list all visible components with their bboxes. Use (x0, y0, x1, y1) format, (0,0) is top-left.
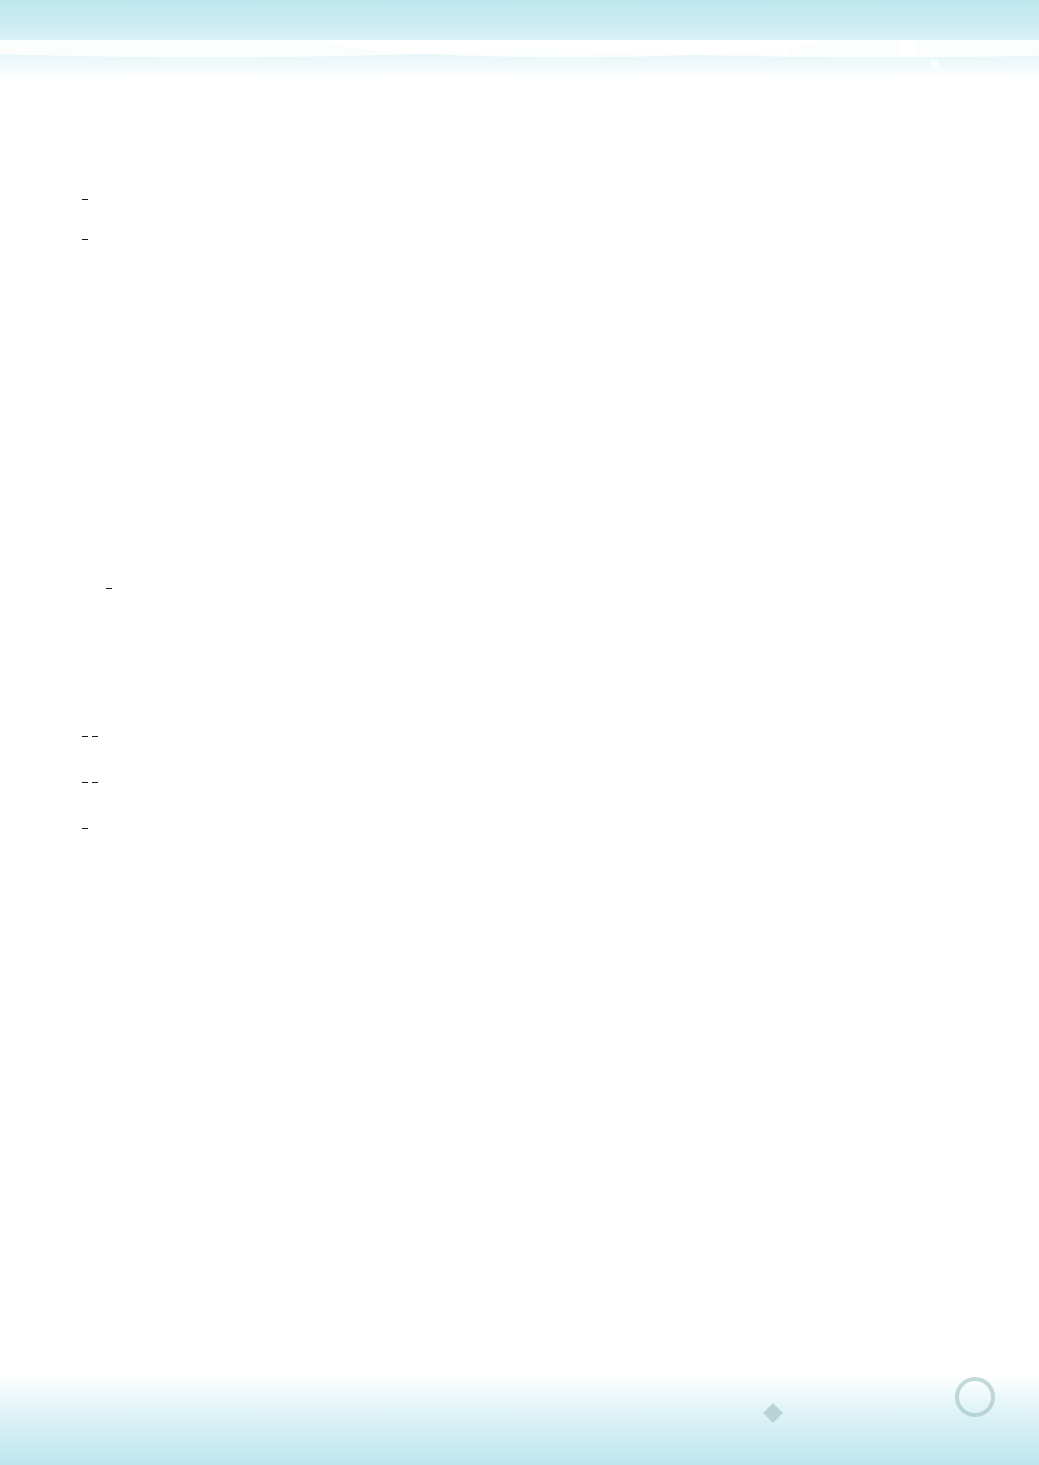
try-line (80, 850, 940, 884)
fraction (82, 237, 88, 242)
answer-line (80, 394, 940, 428)
answer-line (80, 496, 940, 530)
try-label (80, 678, 940, 712)
extend-answer (80, 644, 940, 678)
circle-logo-icon (957, 1379, 993, 1415)
header-band (0, 0, 1039, 78)
knowledge-label (80, 292, 940, 326)
decor-bubble (900, 40, 916, 56)
fraction (92, 734, 98, 739)
decor-bubble (780, 46, 790, 56)
header-wave (0, 40, 1039, 80)
extend-label (80, 610, 940, 644)
try-line (80, 712, 940, 758)
try-line (80, 758, 940, 804)
problem-label (80, 144, 940, 178)
star-icon (763, 1403, 783, 1423)
problem-line (80, 258, 940, 292)
section-title (80, 110, 940, 144)
fraction (82, 197, 88, 202)
watermark-logo (743, 1373, 1013, 1443)
decor-bubble (930, 60, 938, 68)
answer-line (80, 360, 940, 394)
try-line (80, 804, 940, 850)
answer-content (80, 100, 940, 884)
problem-line (80, 178, 940, 218)
answer-line (80, 530, 940, 564)
fraction (82, 780, 88, 785)
answer-line (80, 564, 940, 610)
fraction (82, 734, 88, 739)
answer-line (80, 428, 940, 462)
problem-line (80, 218, 940, 258)
fraction (92, 780, 98, 785)
answer-line (80, 326, 940, 360)
fraction (82, 826, 88, 831)
answer-line (80, 462, 940, 496)
fraction (106, 586, 112, 591)
